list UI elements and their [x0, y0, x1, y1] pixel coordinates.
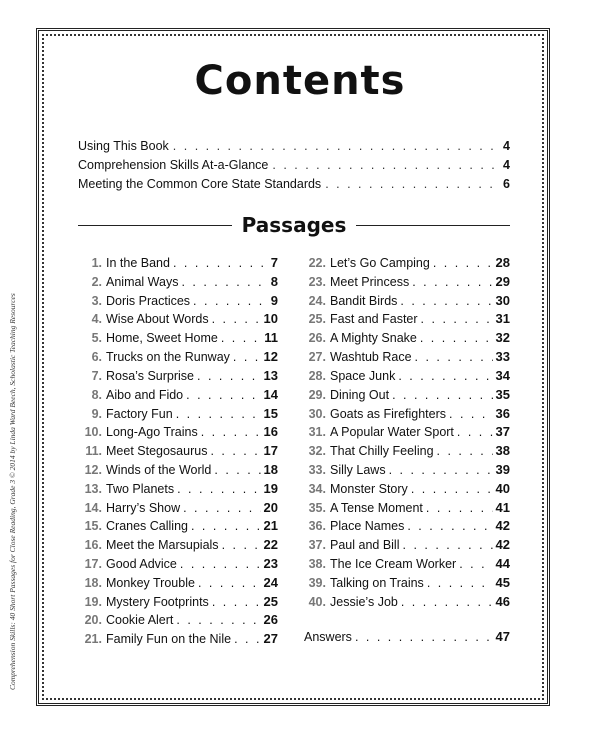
answers-item[interactable]: [304, 629, 510, 648]
page-number: 16: [263, 424, 278, 440]
dot-leader: [173, 256, 268, 270]
passage-title: Cookie Alert: [106, 613, 174, 628]
dot-leader: [433, 256, 493, 270]
passage-number: 34.: [308, 481, 326, 496]
page-number: 41: [495, 499, 510, 515]
passages-section-heading: [78, 213, 510, 237]
passage-item[interactable]: [80, 481, 278, 500]
dot-leader: [457, 425, 493, 439]
dot-leader: [181, 275, 267, 289]
passage-title: Dining Out: [330, 387, 390, 402]
passage-number: 24.: [308, 293, 326, 308]
dot-leader: [197, 369, 261, 383]
passage-title: Silly Laws: [330, 462, 386, 477]
page-number: 30: [495, 292, 510, 308]
dot-leader: [233, 350, 261, 364]
passage-item[interactable]: [80, 387, 278, 406]
passage-title: Factory Fun: [106, 406, 173, 421]
passage-title: Talking on Trains: [330, 575, 424, 590]
passage-number: 19.: [84, 594, 102, 609]
passage-title: Monkey Trouble: [106, 575, 195, 590]
dot-leader: [427, 576, 493, 590]
dot-leader: [191, 519, 261, 533]
passage-title: Animal Ways: [106, 274, 179, 289]
entry-label: Meeting the Common Core State Standards: [78, 177, 322, 191]
dot-leader: [221, 331, 261, 345]
page-number: 13: [263, 367, 278, 383]
passage-number: 12.: [84, 462, 102, 477]
passage-number: 38.: [308, 557, 326, 571]
dot-leader: [392, 388, 492, 402]
dot-leader: [459, 557, 492, 571]
passage-item[interactable]: [304, 274, 510, 293]
page-number: 4: [503, 158, 510, 172]
passage-title: Harry’s Show: [106, 500, 181, 515]
passage-item[interactable]: [80, 368, 278, 387]
page-number: 29: [495, 273, 510, 289]
passage-item[interactable]: [304, 500, 510, 519]
passage-number: 6.: [91, 350, 102, 365]
passage-number: 26.: [308, 331, 326, 346]
page-number: 10: [263, 311, 278, 327]
passage-item[interactable]: [304, 575, 510, 594]
page-number: 17: [263, 443, 278, 459]
passage-number: 32.: [308, 444, 326, 459]
passage-item[interactable]: [80, 349, 278, 368]
dot-leader: [234, 632, 260, 646]
entry-label: Using This Book: [78, 139, 169, 153]
passage-title: Aibo and Fido: [106, 387, 184, 402]
page-number: 33: [495, 349, 510, 365]
page-number: 18: [263, 461, 278, 477]
dot-leader: [193, 294, 268, 308]
passage-item[interactable]: [304, 462, 510, 481]
page-number: 31: [495, 311, 510, 327]
passage-item[interactable]: [80, 293, 278, 312]
dot-leader: [212, 312, 261, 326]
passage-item[interactable]: [80, 274, 278, 293]
passage-item[interactable]: [80, 556, 278, 575]
passage-item[interactable]: [304, 311, 510, 330]
dot-leader: [212, 595, 261, 609]
passage-number: 20.: [84, 613, 102, 628]
page-number: 38: [495, 443, 510, 459]
passage-item[interactable]: [304, 556, 510, 575]
page-number: 34: [495, 367, 510, 383]
dot-leader: [400, 294, 492, 308]
page-number: 4: [503, 139, 510, 153]
passage-title: Winds of the World: [106, 462, 212, 477]
dot-leader: [401, 595, 493, 609]
passage-item[interactable]: [80, 594, 278, 613]
passage-item[interactable]: [304, 518, 510, 537]
passage-number: 10.: [84, 425, 102, 440]
page-number: 44: [495, 556, 510, 571]
passage-number: 27.: [308, 350, 326, 365]
passage-item[interactable]: [304, 424, 510, 443]
heading-rule-right: [356, 225, 510, 226]
passage-item[interactable]: [304, 406, 510, 425]
dot-leader: [176, 613, 260, 627]
passage-title: Meet Stegosaurus: [106, 444, 208, 459]
front-matter-list: [78, 139, 510, 196]
page-number: 9: [270, 292, 278, 308]
passage-number: 33.: [308, 462, 326, 477]
passage-number: 30.: [308, 406, 326, 421]
passage-number: 2.: [91, 274, 102, 289]
page-number: 36: [495, 405, 510, 421]
dot-leader: [449, 407, 493, 421]
page-number: 25: [263, 593, 278, 609]
passage-number: 35.: [308, 500, 326, 515]
passage-item[interactable]: [80, 575, 278, 594]
page-number: 7: [270, 255, 278, 270]
passage-item[interactable]: [80, 462, 278, 481]
passage-item[interactable]: [304, 349, 510, 368]
passage-number: 15.: [84, 519, 102, 534]
answers-entry: [304, 629, 510, 648]
page-number: 14: [263, 386, 278, 402]
passage-title: Doris Practices: [106, 293, 191, 308]
heading-rule-left: [78, 225, 232, 226]
passage-title: Monster Story: [330, 481, 408, 496]
passage-number: 13.: [84, 481, 102, 496]
passage-title: Family Fun on the Nile: [106, 632, 232, 647]
page-number: 23: [263, 556, 278, 571]
passage-number: 3.: [91, 293, 102, 308]
dot-leader: [198, 576, 261, 590]
dot-leader: [186, 388, 260, 402]
passage-title: Bandit Birds: [330, 293, 398, 308]
page-number: 8: [270, 273, 278, 289]
passage-title: Trucks on the Runway: [106, 350, 230, 365]
dot-leader: [437, 444, 493, 458]
passage-number: 22.: [308, 256, 326, 270]
passage-item[interactable]: [80, 443, 278, 462]
passage-number: 17.: [84, 557, 102, 571]
passage-number: 18.: [84, 575, 102, 590]
passage-number: 28.: [308, 368, 326, 383]
passage-title: Meet Princess: [330, 274, 410, 289]
passage-item[interactable]: [80, 631, 278, 650]
dot-leader: [411, 482, 493, 496]
passage-title: Place Names: [330, 519, 405, 534]
passage-title: Wise About Words: [106, 312, 209, 327]
passage-title: The Ice Cream Worker: [330, 557, 457, 571]
passage-title: Rosa’s Surprise: [106, 368, 195, 383]
passage-item[interactable]: [80, 406, 278, 425]
passage-title: Space Junk: [330, 368, 396, 383]
entry-label: Comprehension Skills At-a-Glance: [78, 158, 269, 172]
passages-left-column: [80, 255, 278, 650]
page-number: 28: [495, 255, 510, 270]
page-number: 26: [263, 612, 278, 628]
page-number: 42: [495, 537, 510, 553]
front-matter-item[interactable]: [78, 177, 510, 196]
page-number: 15: [263, 405, 278, 421]
passage-item[interactable]: [80, 500, 278, 519]
dot-leader: [183, 501, 260, 515]
passage-number: 37.: [308, 538, 326, 553]
front-matter-item[interactable]: [78, 139, 510, 158]
dot-leader: [176, 407, 261, 421]
passages-right-column: [304, 255, 510, 612]
dot-leader: [398, 369, 492, 383]
passage-number: 31.: [308, 425, 326, 440]
page-number: 24: [263, 574, 278, 590]
passage-number: 29.: [308, 387, 326, 402]
page-number: 21: [263, 518, 278, 534]
passage-item[interactable]: [80, 255, 278, 274]
page-number: 6: [503, 177, 510, 191]
dot-leader: [355, 630, 493, 644]
passage-number: 39.: [308, 575, 326, 590]
passage-number: 8.: [91, 387, 102, 402]
passage-item[interactable]: [80, 537, 278, 556]
passage-item[interactable]: [80, 311, 278, 330]
passage-title: Let’s Go Camping: [330, 256, 430, 270]
dot-leader: [421, 312, 493, 326]
passage-title: In the Band: [106, 256, 170, 270]
passage-item[interactable]: [304, 537, 510, 556]
passage-title: Jessie’s Job: [330, 594, 398, 609]
page-number: 40: [495, 480, 510, 496]
passage-item[interactable]: [304, 594, 510, 613]
passage-title: Goats as Firefighters: [330, 406, 447, 421]
dot-leader: [201, 425, 261, 439]
passage-item[interactable]: [80, 330, 278, 349]
passage-number: 16.: [84, 538, 102, 553]
dot-leader: [173, 139, 499, 153]
passage-item[interactable]: [304, 443, 510, 462]
dot-leader: [180, 557, 261, 571]
passage-number: 21.: [84, 632, 102, 647]
page-number: 20: [263, 499, 278, 515]
passage-number: 25.: [308, 312, 326, 327]
page-number: 39: [495, 461, 510, 477]
copyright-credit: Comprehension Skills: 40 Short Passages for Close Reading, Grade 3 © 2014 by Linda Ward Beech, Scholastic Teaching Resources: [8, 293, 17, 690]
page-number: 35: [495, 386, 510, 402]
page-number: 19: [263, 480, 278, 496]
passage-title: Home, Sweet Home: [106, 331, 218, 346]
dot-leader: [325, 177, 499, 191]
page-title: Contents: [194, 58, 406, 104]
page-number: 37: [495, 424, 510, 440]
page-number: 12: [263, 349, 278, 365]
passage-title: Meet the Marsupials: [106, 538, 219, 553]
passage-number: 11.: [85, 444, 102, 459]
passage-title: A Popular Water Sport: [330, 425, 454, 440]
dot-leader: [210, 444, 260, 458]
page-number: 32: [495, 330, 510, 346]
passage-number: 7.: [91, 368, 102, 383]
dot-leader: [415, 350, 493, 364]
passage-title: Washtub Race: [330, 350, 412, 365]
front-matter-item[interactable]: [78, 158, 510, 177]
page-number: 46: [495, 593, 510, 609]
dot-leader: [389, 463, 493, 477]
passage-item[interactable]: [304, 368, 510, 387]
passage-title: Mystery Footprints: [106, 594, 209, 609]
dot-leader: [177, 482, 260, 496]
entry-label: Answers: [304, 630, 352, 644]
passage-item[interactable]: [304, 387, 510, 406]
dot-leader: [412, 275, 492, 289]
page-number: 22: [263, 537, 278, 553]
passage-item[interactable]: [304, 330, 510, 349]
dot-leader: [272, 158, 499, 172]
passage-item[interactable]: [80, 612, 278, 631]
passage-title: A Mighty Snake: [330, 331, 417, 346]
passage-number: 5.: [91, 331, 102, 346]
passage-title: Two Planets: [106, 481, 175, 496]
passage-item[interactable]: [304, 255, 510, 274]
passage-title: Cranes Calling: [106, 519, 188, 534]
passage-title: Fast and Faster: [330, 312, 418, 327]
passage-title: Paul and Bill: [330, 538, 400, 553]
dot-leader: [214, 463, 260, 477]
passage-title: A Tense Moment: [330, 500, 423, 515]
page-number: 42: [495, 518, 510, 534]
section-heading-text: Passages: [241, 213, 347, 237]
passage-number: 23.: [308, 274, 326, 289]
dot-leader: [407, 519, 492, 533]
passage-number: 4.: [91, 312, 102, 327]
passage-item[interactable]: [304, 293, 510, 312]
passage-title: Good Advice: [106, 557, 177, 571]
page-number: 47: [495, 629, 510, 644]
passage-item[interactable]: [304, 481, 510, 500]
passage-title: Long-Ago Trains: [106, 425, 198, 440]
page-number: 27: [263, 631, 278, 647]
page-number: 11: [264, 330, 278, 346]
passage-item[interactable]: [80, 518, 278, 537]
passage-item[interactable]: [80, 424, 278, 443]
passage-number: 1.: [91, 256, 102, 270]
dot-leader: [222, 538, 261, 552]
passage-number: 14.: [84, 500, 102, 515]
page-number: 45: [495, 574, 510, 590]
passage-number: 9.: [91, 406, 102, 421]
dot-leader: [403, 538, 493, 552]
dot-leader: [420, 331, 493, 345]
passage-number: 40.: [308, 594, 326, 609]
dot-leader: [426, 501, 493, 515]
passage-number: 36.: [308, 519, 326, 534]
passage-title: That Chilly Feeling: [330, 444, 434, 459]
